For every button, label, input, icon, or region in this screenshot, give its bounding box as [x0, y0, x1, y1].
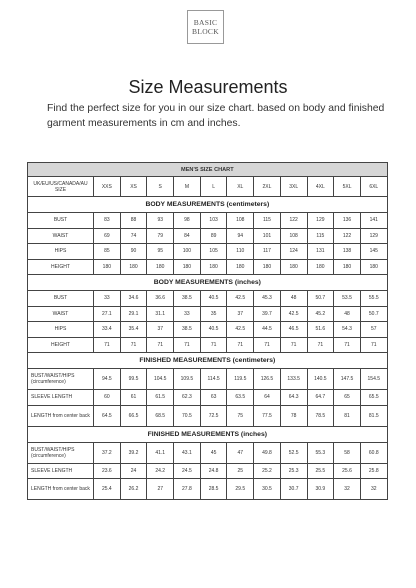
value-cell: 71 [94, 337, 121, 353]
row-label: HEIGHT [28, 337, 94, 353]
measurement-row [28, 337, 388, 353]
value-cell: 141 [360, 213, 387, 229]
value-cell: 48 [334, 306, 361, 322]
chart-header: MEN'S SIZE CHART [28, 163, 388, 177]
value-cell: 180 [174, 259, 201, 275]
value-cell: 99.5 [120, 369, 147, 390]
value-cell: 38.5 [174, 322, 201, 338]
row-label: SLEEVE LENGTH [28, 463, 94, 479]
value-cell: 29.1 [120, 306, 147, 322]
value-cell: 129 [307, 213, 334, 229]
row-label: HIPS [28, 244, 94, 260]
section-title: FINISHED MEASUREMENTS (inches) [28, 426, 388, 442]
value-cell: 71 [360, 337, 387, 353]
size-cell: 2XL [254, 177, 281, 197]
value-cell: 32 [360, 479, 387, 500]
value-cell: 64.7 [307, 390, 334, 406]
value-cell: 58 [334, 442, 361, 463]
value-cell: 48 [280, 291, 307, 307]
value-cell: 122 [280, 213, 307, 229]
value-cell: 30.9 [307, 479, 334, 500]
value-cell: 55.3 [307, 442, 334, 463]
value-cell: 51.6 [307, 322, 334, 338]
measurement-row [28, 306, 388, 322]
value-cell: 98 [174, 213, 201, 229]
size-cell: S [147, 177, 174, 197]
value-cell: 27.8 [174, 479, 201, 500]
size-row [28, 177, 388, 197]
measurement-row [28, 442, 388, 463]
value-cell: 35 [200, 306, 227, 322]
value-cell: 71 [334, 337, 361, 353]
row-label: HEIGHT [28, 259, 94, 275]
size-cell: L [200, 177, 227, 197]
value-cell: 124 [280, 244, 307, 260]
value-cell: 65.5 [360, 390, 387, 406]
value-cell: 94 [227, 228, 254, 244]
section-header-row [28, 275, 388, 291]
value-cell: 85 [94, 244, 121, 260]
value-cell: 45.2 [307, 306, 334, 322]
brand-logo-line1: BASIC [193, 18, 218, 27]
value-cell: 25.4 [94, 479, 121, 500]
value-cell: 63.5 [227, 390, 254, 406]
value-cell: 180 [147, 259, 174, 275]
size-cell: XXS [94, 177, 121, 197]
value-cell: 30.5 [254, 479, 281, 500]
value-cell: 71 [200, 337, 227, 353]
value-cell: 75 [227, 405, 254, 426]
value-cell: 71 [227, 337, 254, 353]
value-cell: 34.6 [120, 291, 147, 307]
value-cell: 26.2 [120, 479, 147, 500]
section-title: FINISHED MEASUREMENTS (centimeters) [28, 353, 388, 369]
value-cell: 49.8 [254, 442, 281, 463]
value-cell: 108 [227, 213, 254, 229]
size-cell: M [174, 177, 201, 197]
value-cell: 69 [94, 228, 121, 244]
value-cell: 72.5 [200, 405, 227, 426]
value-cell: 64 [254, 390, 281, 406]
value-cell: 90 [120, 244, 147, 260]
value-cell: 31.1 [147, 306, 174, 322]
value-cell: 70.5 [174, 405, 201, 426]
value-cell: 61 [120, 390, 147, 406]
brand-logo [187, 10, 224, 44]
value-cell: 63 [200, 390, 227, 406]
row-label: WAIST [28, 228, 94, 244]
value-cell: 24 [120, 463, 147, 479]
measurement-row [28, 390, 388, 406]
value-cell: 100 [174, 244, 201, 260]
value-cell: 64.3 [280, 390, 307, 406]
section-header-row [28, 197, 388, 213]
row-label: LENGTH from center back [28, 479, 94, 500]
value-cell: 133.5 [280, 369, 307, 390]
intro-text: Find the perfect size for you in our size chart. based on body and finished garment measurements in cm and inches. [47, 103, 385, 129]
value-cell: 180 [94, 259, 121, 275]
value-cell: 77.5 [254, 405, 281, 426]
value-cell: 32 [334, 479, 361, 500]
value-cell: 54.3 [334, 322, 361, 338]
value-cell: 117 [254, 244, 281, 260]
value-cell: 29.5 [227, 479, 254, 500]
value-cell: 25.3 [280, 463, 307, 479]
value-cell: 41.1 [147, 442, 174, 463]
value-cell: 93 [147, 213, 174, 229]
value-cell: 66.5 [120, 405, 147, 426]
value-cell: 53.5 [334, 291, 361, 307]
row-label: BUST [28, 213, 94, 229]
value-cell: 115 [254, 213, 281, 229]
value-cell: 114.5 [200, 369, 227, 390]
value-cell: 78 [280, 405, 307, 426]
size-label: UK/EU/US/CANADA/AU SIZE [28, 177, 94, 197]
value-cell: 81.5 [360, 405, 387, 426]
value-cell: 42.5 [227, 291, 254, 307]
value-cell: 145 [360, 244, 387, 260]
value-cell: 25 [227, 463, 254, 479]
value-cell: 140.5 [307, 369, 334, 390]
value-cell: 136 [334, 213, 361, 229]
measurement-row [28, 228, 388, 244]
value-cell: 47 [227, 442, 254, 463]
measurement-row [28, 213, 388, 229]
value-cell: 50.7 [360, 306, 387, 322]
measurement-row [28, 463, 388, 479]
value-cell: 108 [280, 228, 307, 244]
measurement-row [28, 405, 388, 426]
value-cell: 180 [227, 259, 254, 275]
value-cell: 24.8 [200, 463, 227, 479]
row-label: LENGTH from center back [28, 405, 94, 426]
value-cell: 138 [334, 244, 361, 260]
value-cell: 61.5 [147, 390, 174, 406]
value-cell: 40.5 [200, 322, 227, 338]
value-cell: 78.5 [307, 405, 334, 426]
value-cell: 25.2 [254, 463, 281, 479]
measurement-row [28, 244, 388, 260]
value-cell: 37 [147, 322, 174, 338]
size-cell: 6XL [360, 177, 387, 197]
value-cell: 71 [120, 337, 147, 353]
row-label: BUST/WAIST/HIPS (circumference) [28, 442, 94, 463]
value-cell: 180 [307, 259, 334, 275]
value-cell: 35.4 [120, 322, 147, 338]
section-title: BODY MEASUREMENTS (inches) [28, 275, 388, 291]
value-cell: 83 [94, 213, 121, 229]
value-cell: 39.7 [254, 306, 281, 322]
value-cell: 74 [120, 228, 147, 244]
value-cell: 105 [200, 244, 227, 260]
value-cell: 64.5 [94, 405, 121, 426]
value-cell: 110 [227, 244, 254, 260]
value-cell: 101 [254, 228, 281, 244]
value-cell: 131 [307, 244, 334, 260]
value-cell: 24.5 [174, 463, 201, 479]
value-cell: 28.5 [200, 479, 227, 500]
value-cell: 126.5 [254, 369, 281, 390]
value-cell: 109.5 [174, 369, 201, 390]
value-cell: 180 [280, 259, 307, 275]
size-cell: 4XL [307, 177, 334, 197]
section-header-row [28, 426, 388, 442]
value-cell: 24.2 [147, 463, 174, 479]
value-cell: 33 [174, 306, 201, 322]
value-cell: 180 [120, 259, 147, 275]
value-cell: 180 [200, 259, 227, 275]
value-cell: 25.8 [360, 463, 387, 479]
value-cell: 119.5 [227, 369, 254, 390]
value-cell: 89 [200, 228, 227, 244]
value-cell: 94.5 [94, 369, 121, 390]
value-cell: 37.2 [94, 442, 121, 463]
value-cell: 42.5 [227, 322, 254, 338]
section-title: BODY MEASUREMENTS (centimeters) [28, 197, 388, 213]
value-cell: 180 [334, 259, 361, 275]
value-cell: 33 [94, 291, 121, 307]
value-cell: 36.6 [147, 291, 174, 307]
value-cell: 95 [147, 244, 174, 260]
value-cell: 104.5 [147, 369, 174, 390]
value-cell: 60.8 [360, 442, 387, 463]
value-cell: 40.5 [200, 291, 227, 307]
size-chart-body [28, 163, 388, 500]
value-cell: 71 [280, 337, 307, 353]
value-cell: 39.2 [120, 442, 147, 463]
size-cell: XS [120, 177, 147, 197]
measurement-row [28, 322, 388, 338]
value-cell: 33.4 [94, 322, 121, 338]
value-cell: 103 [200, 213, 227, 229]
measurement-row [28, 479, 388, 500]
measurement-row [28, 369, 388, 390]
value-cell: 27.1 [94, 306, 121, 322]
measurement-row [28, 259, 388, 275]
value-cell: 30.7 [280, 479, 307, 500]
section-header-row [28, 353, 388, 369]
value-cell: 37 [227, 306, 254, 322]
value-cell: 79 [147, 228, 174, 244]
value-cell: 129 [360, 228, 387, 244]
value-cell: 42.5 [280, 306, 307, 322]
size-cell: 3XL [280, 177, 307, 197]
row-label: WAIST [28, 306, 94, 322]
value-cell: 45 [200, 442, 227, 463]
row-label: BUST [28, 291, 94, 307]
value-cell: 60 [94, 390, 121, 406]
value-cell: 25.5 [307, 463, 334, 479]
row-label: BUST/WAIST/HIPS (circumference) [28, 369, 94, 390]
size-chart-table [27, 162, 388, 500]
value-cell: 71 [307, 337, 334, 353]
value-cell: 88 [120, 213, 147, 229]
value-cell: 25.6 [334, 463, 361, 479]
value-cell: 180 [360, 259, 387, 275]
value-cell: 57 [360, 322, 387, 338]
measurement-row [28, 291, 388, 307]
value-cell: 68.5 [147, 405, 174, 426]
row-label: HIPS [28, 322, 94, 338]
value-cell: 55.5 [360, 291, 387, 307]
value-cell: 23.6 [94, 463, 121, 479]
value-cell: 44.5 [254, 322, 281, 338]
value-cell: 180 [254, 259, 281, 275]
value-cell: 84 [174, 228, 201, 244]
row-label: SLEEVE LENGTH [28, 390, 94, 406]
value-cell: 154.5 [360, 369, 387, 390]
value-cell: 46.5 [280, 322, 307, 338]
value-cell: 52.5 [280, 442, 307, 463]
page-title: Size Measurements [128, 77, 288, 97]
value-cell: 50.7 [307, 291, 334, 307]
value-cell: 62.3 [174, 390, 201, 406]
value-cell: 43.1 [174, 442, 201, 463]
size-cell: 5XL [334, 177, 361, 197]
value-cell: 81 [334, 405, 361, 426]
value-cell: 122 [334, 228, 361, 244]
chart-header-row [28, 163, 388, 177]
size-cell: XL [227, 177, 254, 197]
value-cell: 27 [147, 479, 174, 500]
value-cell: 71 [147, 337, 174, 353]
value-cell: 147.5 [334, 369, 361, 390]
value-cell: 71 [254, 337, 281, 353]
value-cell: 115 [307, 228, 334, 244]
brand-logo-line2: BLOCK [192, 27, 219, 36]
value-cell: 71 [174, 337, 201, 353]
value-cell: 65 [334, 390, 361, 406]
value-cell: 45.3 [254, 291, 281, 307]
value-cell: 38.5 [174, 291, 201, 307]
